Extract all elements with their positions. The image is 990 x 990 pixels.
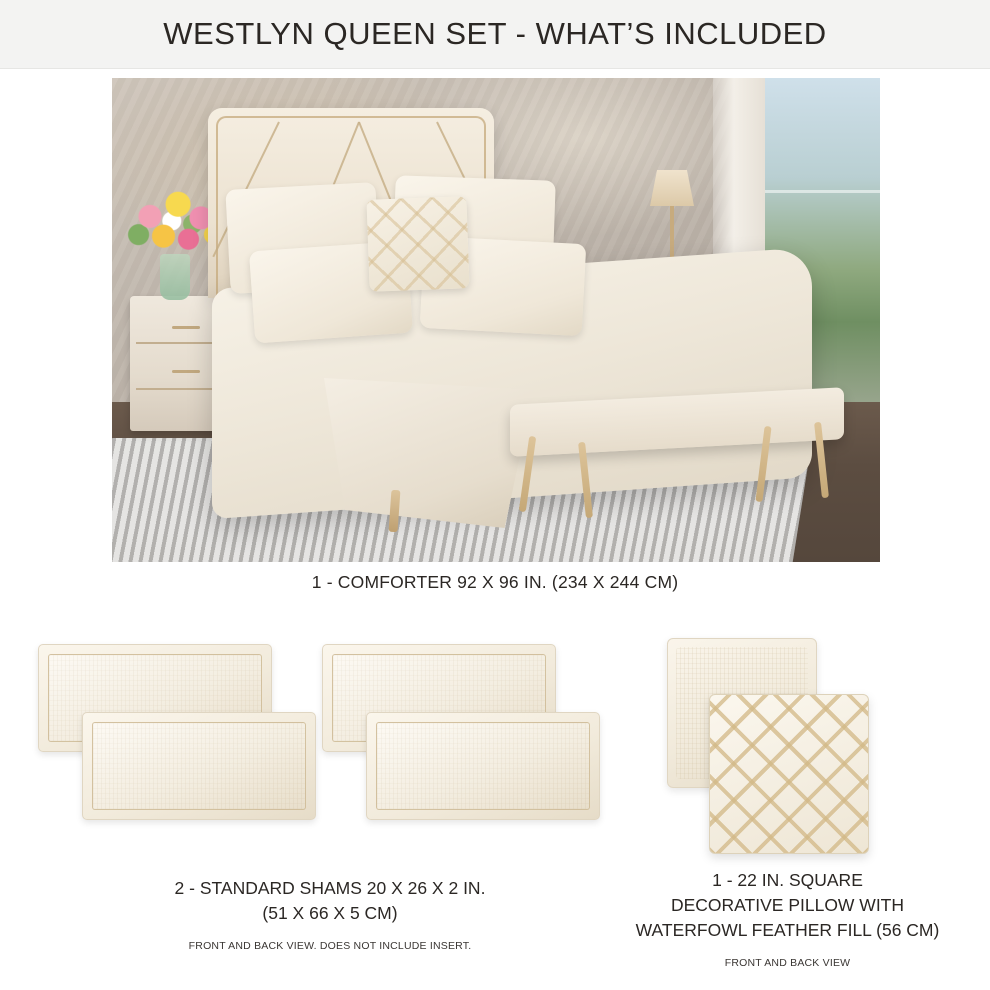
header-bar	[0, 0, 990, 69]
decorative-pillow-caption	[590, 868, 985, 976]
decorative-pillow-image-group	[645, 630, 955, 860]
shams-caption	[20, 876, 640, 959]
shams-caption-line-1: 2 - STANDARD SHAMS 20 X 26 X 2 IN.	[174, 878, 486, 898]
nightstand-handle	[172, 326, 200, 329]
decorative-pillow-caption-line-1: 1 - 22 IN. SQUARE	[712, 870, 863, 890]
nightstand-handle	[172, 370, 200, 373]
hero-bedroom-image	[112, 78, 880, 562]
decorative-pillow-caption-line-3: WATERFOWL FEATHER FILL (56 CM)	[635, 920, 940, 940]
page-title: WESTLYN QUEEN SET - WHAT’S INCLUDED	[163, 16, 827, 51]
sham-back-view-2	[366, 712, 600, 820]
bed-decorative-pillow	[366, 196, 469, 291]
sham-flange	[376, 722, 590, 810]
shams-image-group	[30, 630, 630, 850]
window-mullion	[765, 190, 880, 193]
sham-back-view-1	[82, 712, 316, 820]
hero-scene	[112, 78, 880, 562]
comforter-caption: 1 - COMFORTER 92 X 96 IN. (234 X 244 CM)	[311, 572, 679, 592]
shams-caption-note: FRONT AND BACK VIEW. DOES NOT INCLUDE INSERT.	[188, 940, 472, 952]
comforter-drape	[324, 378, 534, 528]
lamp-shade	[650, 170, 694, 206]
decorative-pillow-caption-line-2: DECORATIVE PILLOW WITH	[670, 895, 905, 915]
decorative-pillow-front-view	[709, 694, 869, 854]
sham-flange	[92, 722, 306, 810]
decorative-pillow-caption-note: FRONT AND BACK VIEW	[724, 957, 851, 969]
shams-caption-line-2: (51 X 66 X 5 CM)	[262, 903, 398, 923]
